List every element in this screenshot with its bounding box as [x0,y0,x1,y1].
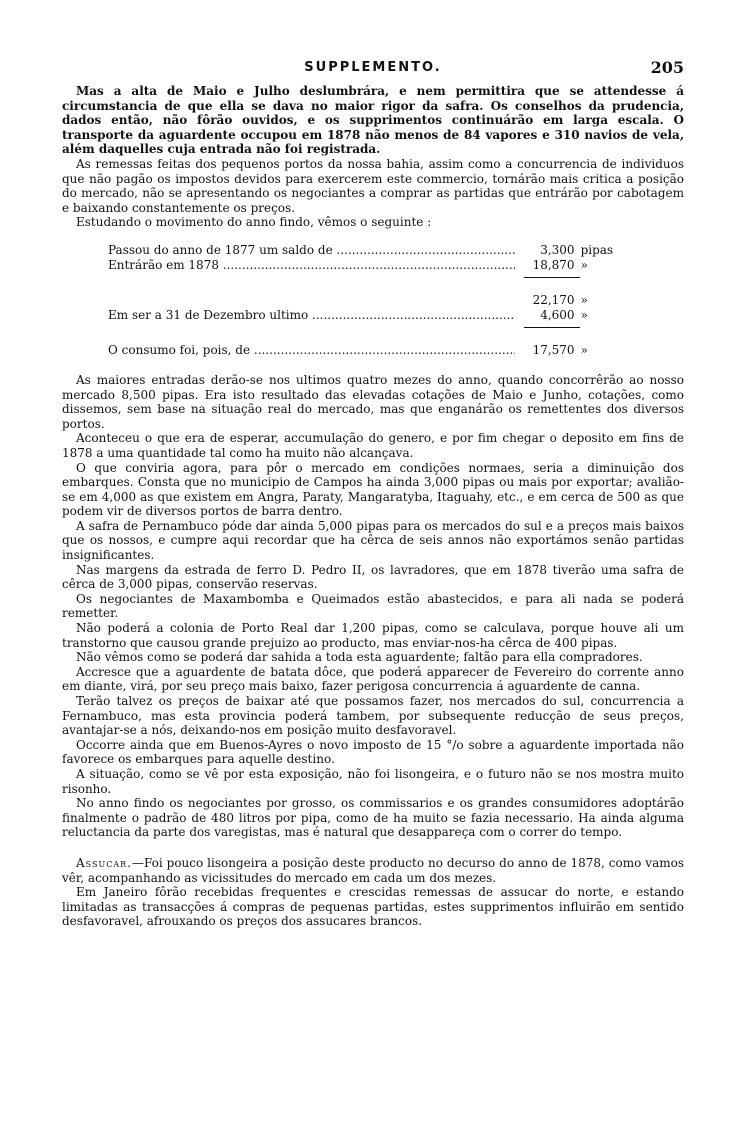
paragraph: No anno findo os negociantes por grosso, os commissarios e os grandes consumidores adoptárão finalmente o padrão de 480 litros por pipa, como de ha muito se fazia necessario. Ha ainda alguma reluctancia da parte dos varegistas, mas é natural que desappareça com o correr do tempo. [62,796,684,840]
document-page [62,58,684,929]
paragraph: Accresce que a aguardente de batata dôce, que poderá apparecer de Fevereiro do corrente anno em diante, virá, por seu preço mais baixo, fazer perigosa concurrencia á aguardente de canna. [62,664,684,694]
row-unit: » [580,257,588,272]
row-value: 17,570 [532,342,575,357]
paragraph: O que conviria agora, para pôr o mercado em condições normaes, seria a diminuição dos embarques. Consta que no municipio de Campos ha ainda 3,000 pipas ou mais por exportar; avalião-se em 4,000 as que existem em Angra, Paraty, Mangaratyba, Itaguahy, etc., e em cerca de 500 as que podem vir de diversos portos de barra dentro. [62,460,684,519]
stock-table [108,243,628,358]
row-unit: pipas [580,242,614,257]
row-value: 4,600 [540,307,575,322]
sum-rule [108,323,628,333]
paragraph: Occorre ainda que em Buenos-Ayres o novo imposto de 15 °/o sobre a aguardente importada não favorece os embarques para aquelle destino. [62,737,684,767]
paragraph: Os negociantes de Maxambomba e Queimados estão abastecidos, e para ali nada se poderá remetter. [62,591,684,621]
row-unit: » [580,292,588,307]
paragraph: As remessas feitas dos pequenos portos da nossa bahia, assim como a concurrencia de individuos que não pagão os impostos devidos para exercerem este commercio, tornárão mais critica a posição do mercado, não se apresentando os negociantes a comprar as partidas que entrárão por cabotagem e baixando constantemente os preços. [62,156,684,215]
paragraph: Não poderá a colonia de Porto Real dar 1,200 pipas, como se calculava, porque houve ali um transtorno que causou grande prejuizo ao producto, mas enviar-nos-ha cêrca de 400 pipas. [62,621,684,650]
page-header [62,58,684,84]
paragraph: Estudando o movimento do anno findo, vêmos o seguinte : [76,215,432,230]
table-row [108,258,628,273]
table-row [108,293,628,308]
paragraph: Em Janeiro fôrão recebidas frequentes e crescidas remessas de assucar do norte, e estando limitadas as transacções á compras de pequenas partidas, estes supprimentos influirão em sentido desfavoravel, afrouxando os preços dos assucares brancos. [62,885,684,929]
row-value: 3,300 [540,242,575,257]
table-row [108,243,628,258]
row-unit: » [580,342,588,357]
page-number: 205 [650,58,684,77]
section-lead: Assucar. [76,855,132,870]
paragraph: A safra de Pernambuco póde dar ainda 5,000 pipas para os mercados do sul e a preços mais baixos que os nossos, e cumpre aqui recordar que ha cêrca de seis annos não exportámos senão partidas insignificantes. [62,518,684,563]
paragraph: Mas a alta de Maio e Julho deslumbrára, e nem permittira que se attendesse á circumstancia de que ella se dava no maior rigor da safra. Os conselhos da prudencia, dados então, não fôrão ouvidos, e os supprimentos continuárão em larga escala. O transporte da aguardente occupou em 1878 não menos de 84 vapores e 310 navios de vela, além daquelles cuja entrada não foi registrada. [62,84,684,157]
row-unit: » [580,307,588,322]
row-value: 22,170 [532,292,575,307]
paragraph: Não vêmos como se poderá dar sahida a toda esta aguardente; faltão para ella compradores. [76,650,643,665]
row-label: Entrárão em 1878 ..... [108,258,515,272]
row-label: Passou do anno de 1877 um saldo de ..... [108,243,515,257]
paragraph: A situação, como se vê por esta exposição, não foi lisongeira, e o futuro não se nos mostra muito risonho. [62,766,684,796]
running-title: SUPPLEMENTO. [304,60,442,75]
assucar-paragraph [62,856,684,885]
table-row [108,343,628,358]
table-row [108,308,628,323]
row-label: Em ser a 31 de Dezembro ultimo ..... [108,308,515,322]
paragraph: Nas margens da estrada de ferro D. Pedro II, os lavradores, que em 1878 tiverão uma safra de cêrca de 3,000 pipas, conservão reservas. [62,562,684,592]
row-label: O consumo foi, pois, de ..... [108,343,515,357]
row-value: 18,870 [532,257,575,272]
paragraph: Aconteceu o que era de esperar, accumulação do genero, e por fim chegar o deposito em fins de 1878 a uma quantidade tal como ha muito não alcançava. [62,431,684,460]
paragraph: As maiores entradas derão-se nos ultimos quatro mezes do anno, quando concorrêrão ao nosso mercado 8,500 pipas. Era isto resultado das elevadas cotações de Maio e Junho, cotações, como dissemos, sem base na situação real do mercado, mas que enganárão os remettentes dos diversos portos. [62,372,684,431]
section-text: —Foi pouco lisongeira a posição deste producto no decurso do anno de 1878, como vamos vêr, acompanhando as vicissitudes do mercado em cada um dos mezes. [62,855,684,885]
paragraph: Terão talvez os preços de baixar até que possamos fazer, nos mercados do sul, concurrencia a Fernambuco, mas esta provincia poderá tambem, por subsequente reducção de seus preços, avantajar-se a nós, deixando-nos em posição muito desfavoravel. [62,694,684,738]
sum-rule [108,273,628,283]
